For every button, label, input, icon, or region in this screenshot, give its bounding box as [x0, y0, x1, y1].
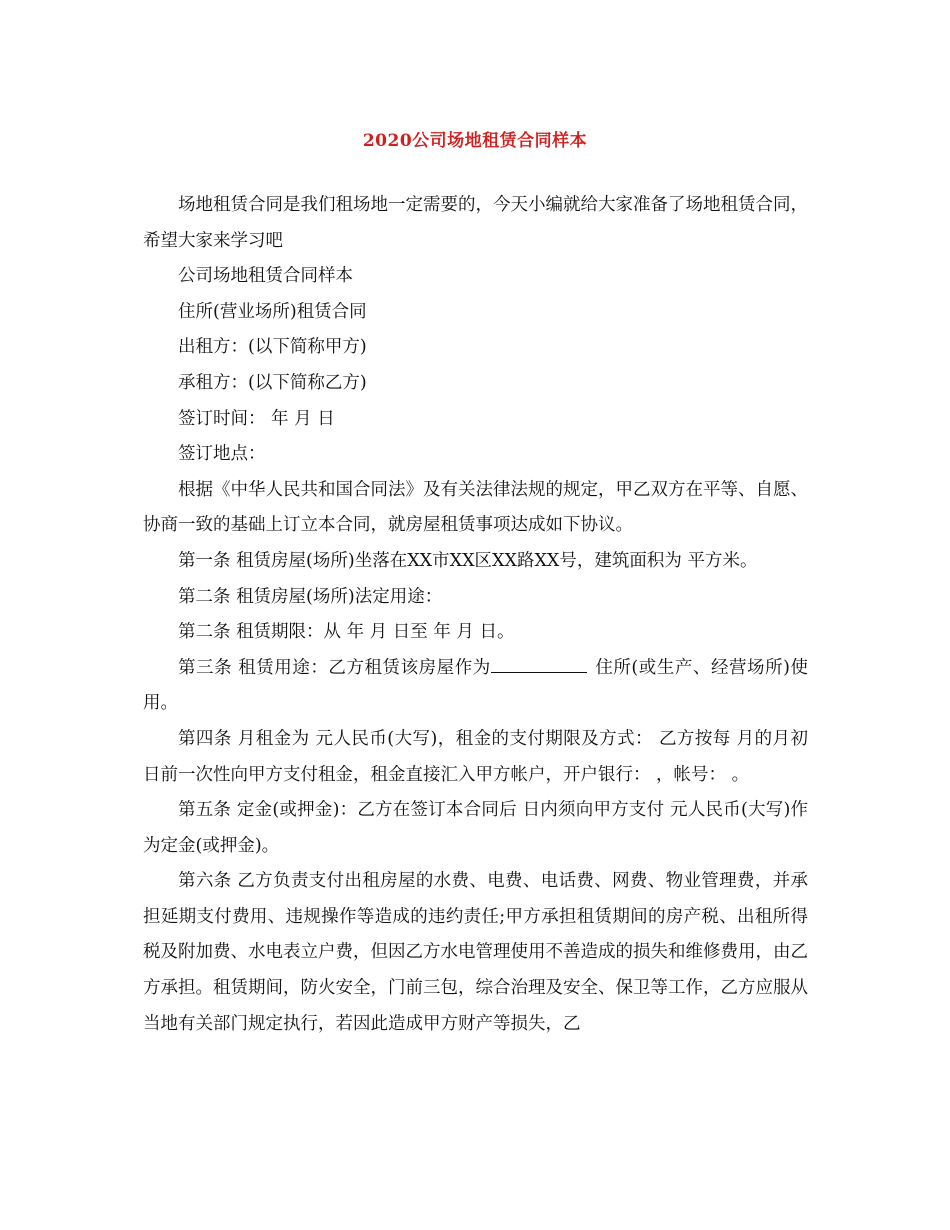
signing-place-line: 签订地点：	[178, 444, 266, 465]
article-2-term: 第二条 租赁期限：从 年 月 日至 年 月 日。	[178, 622, 515, 643]
signing-time-line: 签订时间： 年 月 日	[178, 408, 335, 429]
article-5: 第五条 定金(或押金)：乙方在签订本合同后 日内须向甲方支付 元人民币(大写)作为定金(或押金)。	[143, 800, 808, 856]
article-3	[143, 651, 808, 722]
article-4: 第四条 月租金为 元人民币(大写)，租金的支付期限及方式： 乙方按每 月的月初 日前一次性向甲方支付租金，租金直接汇入甲方帐户，开户银行： ，帐号： 。	[143, 728, 808, 785]
lessee-line: 承租方：(以下简称乙方)	[178, 372, 367, 393]
document-body	[143, 188, 808, 1042]
contract-name: 住所(营业场所)租赁合同	[178, 301, 367, 322]
article-3-text-before: 第三条 租赁用途：乙方租赁该房屋作为	[178, 657, 491, 678]
sample-heading: 公司场地租赁合同样本	[178, 266, 353, 287]
article-6: 第六条 乙方负责支付出租房屋的水费、电费、电话费、网费、物业管理费，并承担延期支付费用、违规操作等造成的违约责任;甲方承担租赁期间的房产税、出租所得税及附加费、水电表立户费，但因乙方水电管理使用不善造成的损失和维修费用，由乙方承担。租赁期间，防火安全，门前三包，综合治理及安全、保卫等工作，乙方应服从当地有关部门规定执行，若因此造成甲方财产等损失，乙	[143, 871, 808, 1034]
lessor-line: 出租方：(以下简称甲方)	[178, 337, 367, 358]
fill-in-blank	[491, 654, 587, 673]
preamble-paragraph: 根据《中华人民共和国合同法》及有关法律法规的规定，甲乙双方在平等、自愿、协商一致的基础上订立本合同，就房屋租赁事项达成如下协议。	[143, 479, 808, 536]
intro-paragraph: 场地租赁合同是我们租场地一定需要的，今天小编就给大家准备了场地租赁合同，希望大家来学习吧	[143, 195, 808, 251]
article-2-purpose: 第二条 租赁房屋(场所)法定用途：	[178, 586, 443, 607]
article-1: 第一条 租赁房屋(场所)坐落在XX市XX区XX路XX号，建筑面积为 平方米。	[178, 550, 758, 571]
article-3-text-after: 住所(或生产、经营场所)使用。	[143, 657, 809, 714]
document-title: 2020公司场地租赁合同样本	[362, 131, 588, 151]
